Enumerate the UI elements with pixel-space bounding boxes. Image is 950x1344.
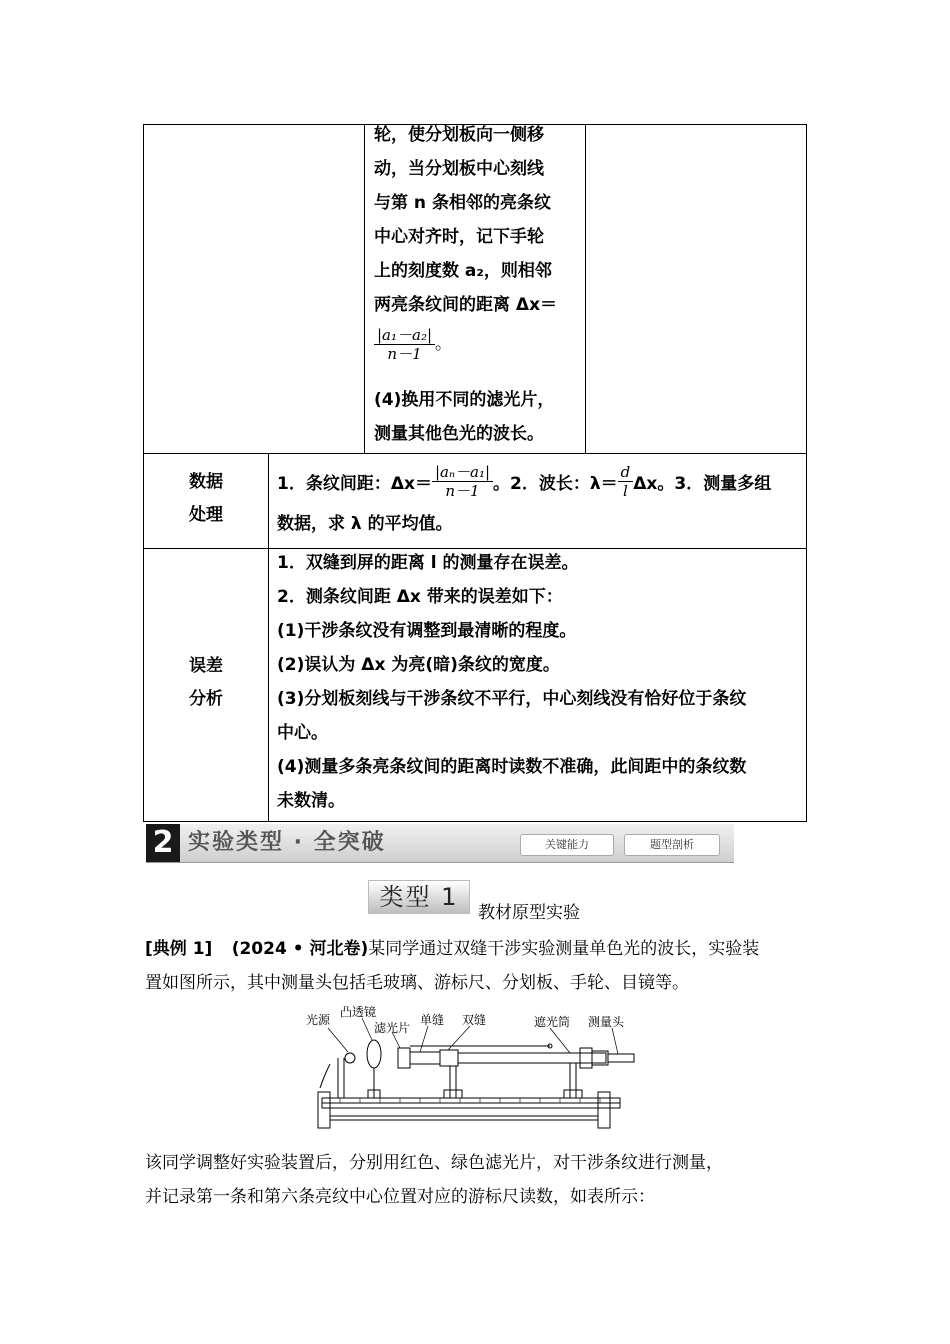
procedure-line: 轮，使分划板向一侧移 (374, 125, 544, 145)
example-line-1: [典例 1] (2024 • 河北卷)某同学通过双缝干涉实验测量单色光的波长，实验装 (145, 939, 760, 959)
procedure-line: 上的刻度数 a₂，则相邻 (374, 261, 552, 281)
procedure-line: 动，当分划板中心刻线 (374, 159, 544, 179)
double-slit-apparatus-figure (300, 1006, 650, 1136)
paragraph-line-1: 该同学调整好实验装置后，分别用红色、绿色滤光片，对干涉条纹进行测量， (145, 1153, 723, 1173)
example-line-2: 置如图所示，其中测量头包括毛玻璃、游标尺、分划板、手轮、目镜等。 (145, 973, 689, 993)
error-line: (1)干涉条纹没有调整到最清晰的程度。 (277, 621, 577, 641)
error-line: (4)测量多条亮条纹间的距离时读数不准确，此间距中的条纹数 (277, 757, 747, 777)
error-line: 2．测条纹间距 Δx 带来的误差如下： (277, 587, 563, 607)
error-line: 未数清。 (277, 791, 345, 811)
label-filter: 滤光片 (374, 1021, 411, 1035)
fringe-spacing-formula (374, 326, 452, 376)
paragraph-line-2: 并记录第一条和第六条亮纹中心位置对应的游标尺读数，如表所示： (145, 1187, 655, 1207)
formula-tail: 。 (435, 334, 453, 354)
data-processing-content: 1．条纹间距：Δx＝ $\frac{\text{|aₙ－a₁|}}{n-1}$ 。2．波长：λ＝ $\frac{d}{l}$ Δx。3．测量多组 数据，求 λ 的平均值。 (277, 456, 805, 542)
procedure-continued (374, 118, 584, 322)
example-label: [典例 1] (145, 939, 213, 959)
error-line: (2)误认为 Δx 为亮(暗)条纹的宽度。 (277, 655, 560, 675)
error-line: (3)分划板刻线与干涉条纹不平行，中心刻线没有恰好位于条纹 (277, 689, 747, 709)
label-measuring-head: 测量头 (588, 1015, 625, 1029)
formula-denominator: n－1 (387, 345, 422, 363)
error-line: 中心。 (277, 723, 328, 743)
section-number: 2 (146, 824, 180, 862)
procedure-line: 两亮条纹间的距离 Δx＝ (374, 295, 558, 315)
procedure-step-4 (374, 383, 584, 451)
apparatus-drawing (300, 1006, 650, 1136)
label-tube: 遮光筒 (534, 1015, 571, 1029)
procedure-line: 与第 n 条相邻的亮条纹 (374, 193, 551, 213)
type-badge: 类型 1 (368, 880, 470, 914)
procedure-line: (4)换用不同的滤光片， (374, 390, 555, 410)
section-banner (146, 824, 734, 863)
procedure-line: 测量其他色光的波长。 (374, 424, 544, 444)
error-analysis-content (277, 546, 805, 818)
section-title: 实验类型 · 全突破 (188, 830, 386, 855)
label-double-slit: 双缝 (462, 1013, 487, 1027)
row-header-error-analysis: 误差 分析 (189, 656, 223, 709)
procedure-line: 中心对齐时，记下手轮 (374, 227, 544, 247)
formula-numerator: |a₁－a₂| (374, 326, 435, 345)
label-single-slit: 单缝 (420, 1013, 445, 1027)
question-analysis-button[interactable]: 题型剖析 (624, 834, 720, 856)
row-header-data-processing: 数据 处理 (189, 472, 223, 525)
key-ability-button[interactable]: 关键能力 (520, 834, 614, 856)
type-title: 教材原型实验 (478, 903, 580, 923)
label-convex-lens: 凸透镜 (340, 1006, 377, 1019)
example-source: (2024 • 河北卷) (231, 939, 369, 959)
error-line: 1．双缝到屏的距离 l 的测量存在误差。 (277, 553, 579, 573)
label-light-source: 光源 (306, 1013, 331, 1027)
data-processing-line2: 数据，求 λ 的平均值。 (277, 514, 453, 534)
